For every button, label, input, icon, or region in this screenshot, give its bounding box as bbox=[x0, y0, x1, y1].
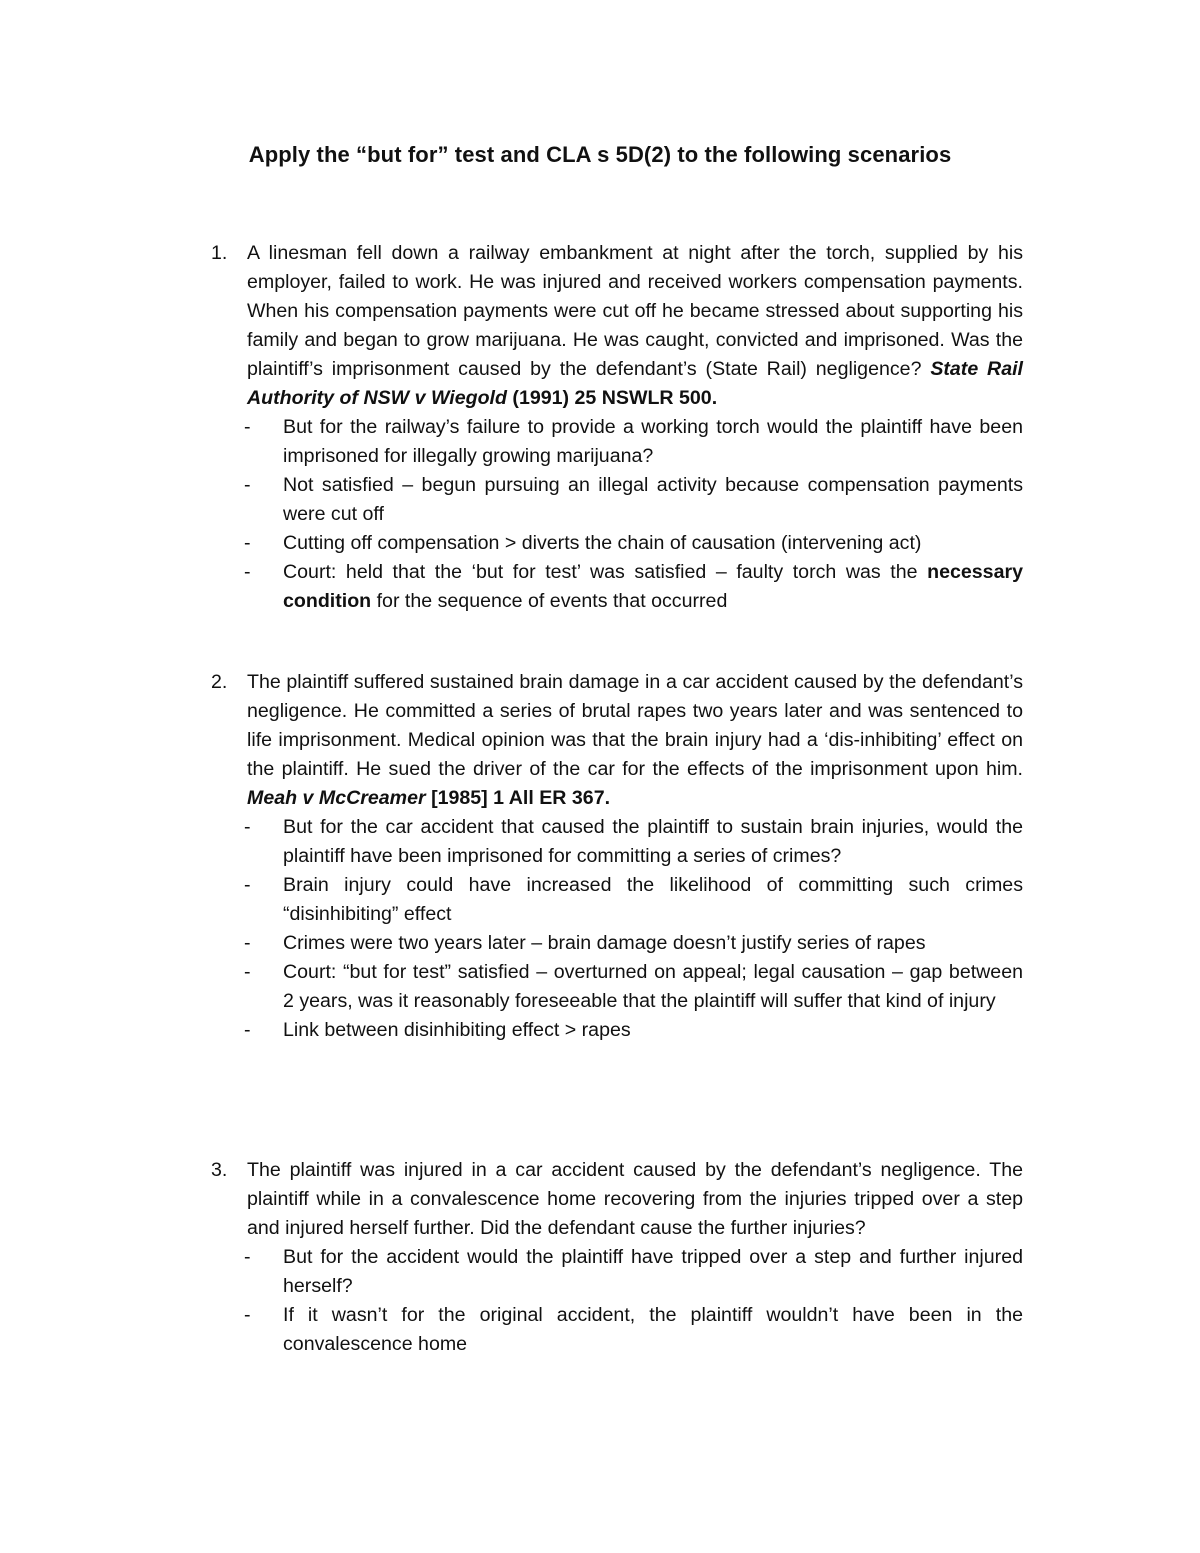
bullet-dash: - bbox=[244, 532, 251, 554]
list-item bbox=[211, 1016, 1023, 1045]
bullet-text: Cutting off compensation > diverts the chain of causation (intervening act) bbox=[283, 532, 922, 554]
case-citation: [1985] 1 All ER 367. bbox=[431, 787, 611, 809]
bullet-text: Not satisfied – begun pursuing an illegal activity because compensation payments were cut off bbox=[283, 474, 1023, 525]
document-title: Apply the “but for” test and CLA s 5D(2) to the following scenarios bbox=[248, 142, 952, 167]
bullet-text: But for the accident would the plaintiff have tripped over a step and further injured herself? bbox=[283, 1246, 1023, 1297]
bullet-text: Brain injury could have increased the likelihood of committing such crimes “disinhibiting” effect bbox=[283, 874, 1023, 925]
case-citation: (1991) 25 NSWLR 500. bbox=[512, 387, 718, 409]
bullet-text: If it wasn’t for the original accident, the plaintiff wouldn’t have been in the convalescence home bbox=[283, 1304, 1023, 1355]
scenario-text bbox=[247, 239, 1023, 413]
bullet-dash: - bbox=[244, 561, 251, 583]
bullet-text: But for the car accident that caused the plaintiff to sustain brain injuries, would the plaintiff have been imprisoned for committing a series of crimes? bbox=[283, 816, 1023, 867]
scenario-number: 1. bbox=[211, 242, 228, 264]
bullet-text-tail: for the sequence of events that occurred bbox=[376, 590, 728, 612]
bullet-dash: - bbox=[244, 874, 251, 896]
scenario-text bbox=[247, 1156, 1023, 1243]
bullet-dash: - bbox=[244, 416, 251, 438]
bullet-list bbox=[211, 413, 1023, 616]
bullet-dash: - bbox=[244, 932, 251, 954]
bullet-text: But for the railway’s failure to provide a working torch would the plaintiff have been imprisoned for illegally growing marijuana? bbox=[283, 416, 1023, 467]
list-item bbox=[211, 1243, 1023, 1301]
scenario-3 bbox=[211, 1156, 1023, 1359]
bullet-list bbox=[211, 1243, 1023, 1359]
list-item bbox=[211, 413, 1023, 471]
scenario-2 bbox=[211, 668, 1023, 1045]
scenario-body: A linesman fell down a railway embankment at night after the torch, supplied by his employer, failed to work. He was injured and received workers compensation payments. When his compensation payments were cut off he became stressed about supporting his family and began to grow marijuana. He was caught, convicted and imprisoned. Was the plaintiff’s imprisonment caused by the defendant’s (State Rail) negligence? bbox=[247, 242, 1023, 380]
bullet-dash: - bbox=[244, 474, 251, 496]
scenario-1 bbox=[211, 239, 1023, 616]
bullet-dash: - bbox=[244, 1019, 251, 1041]
bullet-dash: - bbox=[244, 1304, 251, 1326]
list-item bbox=[211, 1301, 1023, 1359]
bullet-list bbox=[211, 813, 1023, 1045]
bullet-text: Link between disinhibiting effect > rapes bbox=[283, 1019, 631, 1041]
case-name: Meah v McCreamer bbox=[247, 787, 426, 809]
list-item bbox=[211, 871, 1023, 929]
list-item bbox=[211, 529, 1023, 558]
list-item bbox=[211, 471, 1023, 529]
bullet-dash: - bbox=[244, 1246, 251, 1268]
bullet-dash: - bbox=[244, 816, 251, 838]
list-item bbox=[211, 558, 1023, 616]
bullet-emphasis: necessary condition bbox=[283, 561, 1023, 612]
scenario-body: The plaintiff was injured in a car accident caused by the defendant’s negligence. The plaintiff while in a convalescence home recovering from the injuries tripped over a step and injured herself further. Did the defendant cause the further injuries? bbox=[247, 1159, 1023, 1239]
list-item bbox=[211, 958, 1023, 1016]
bullet-dash: - bbox=[244, 961, 251, 983]
bullet-text: Court: “but for test” satisfied – overturned on appeal; legal causation – gap between 2 years, was it reasonably foreseeable that the plaintiff will suffer that kind of injury bbox=[283, 961, 1023, 1012]
bullet-text: Crimes were two years later – brain damage doesn’t justify series of rapes bbox=[283, 932, 926, 954]
scenario-number: 2. bbox=[211, 671, 228, 693]
case-name: State Rail Authority of NSW v Wiegold bbox=[247, 358, 1023, 409]
list-item bbox=[211, 929, 1023, 958]
scenario-body: The plaintiff suffered sustained brain damage in a car accident caused by the defendant’s negligence. He committed a series of brutal rapes two years later and was sentenced to life imprisonment. Medical opinion was that the brain injury had a ‘dis-inhibiting’ effect on the plaintiff. He sued the driver of the car for the effects of the imprisonment upon him. bbox=[247, 671, 1023, 780]
scenario-number: 3. bbox=[211, 1159, 228, 1181]
bullet-text: Court: held that the ‘but for test’ was satisfied – faulty torch was the bbox=[283, 561, 918, 583]
list-item bbox=[211, 813, 1023, 871]
scenario-text bbox=[247, 668, 1023, 813]
